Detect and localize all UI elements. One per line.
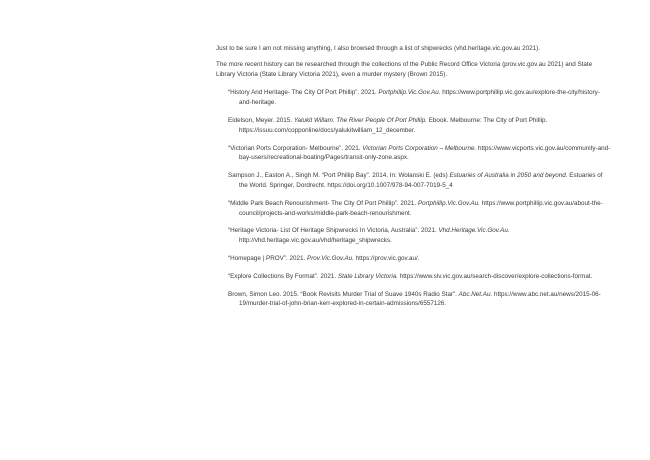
- reference-item: “Middle Park Beach Renourishment- The City Of Port Phillip”. 2021. Portphillip.Vic.Gov.Au. https://www.portphillip.vic.gov.au/about-the-council/projects-and-works/middle-park-beach-renourishment.: [228, 199, 603, 217]
- reference-list: [216, 88, 612, 309]
- body-paragraph-2: The more recent history can be researched through the collections of the Public Record Office Victoria (prov.vic.gov.au 2021) and State Library Victoria (State Library Victoria 2021), even a murder mystery (Brown 2015).: [216, 60, 593, 78]
- body-paragraph-1: Just to be sure I am not missing anything, I also browsed through a list of shipwrecks (vhd.heritage.vic.gov.au 2021).: [216, 45, 540, 52]
- reference-item: Brown, Simon Leo. 2015. “Book Revisits Murder Trial of Suave 1940s Radio Star”. Abc.Net.Au. https://www.abc.net.au/news/2015-06-19/murder-trial-of-john-brian-kerr-explored-in-certain-admissions/6557126.: [228, 290, 601, 308]
- reference-item: Sampson J., Easton A., Singh M. “Port Phillip Bay”. 2014. In: Wolanski E. (eds) Estuaries of Australia in 2050 and beyond. Estuaries of the World. Springer, Dordrecht. https://doi.org/10.1007/978-94-007-7019-5_4: [228, 172, 603, 189]
- reference-item: “Explore Collections By Format”. 2021. State Library Victoria. https://www.slv.vic.gov.au/search-discover/explore-collections-format.: [228, 272, 593, 280]
- reference-item: Eidelson, Meyer. 2015. Yalukit Willam. The River People Of Port Phillip. Ebook. Melbourne: The City of Port Phillip. https://issuu.com/copponline/docs/yalukitwilliam_12_december.: [228, 116, 548, 134]
- reference-item: “History And Heritage- The City Of Port Phillip”. 2021. Portphillip.Vic.Gov.Au. https://www.portphillip.vic.gov.au/explore-the-city/history-and-heritage.: [228, 89, 600, 107]
- document-body: [216, 44, 612, 317]
- reference-item: “Homepage | PROV”. 2021. Prov.Vic.Gov.Au. https://prov.vic.gov.au/.: [228, 254, 420, 262]
- reference-item: “Victorian Ports Corporation- Melbourne”. 2021. Victorian Ports Corporation – Melbourne. https://www.vicports.vic.gov.au/community-and-bay-users/recreational-boating/Pages/transit-only-zone.aspx.: [228, 144, 611, 162]
- reference-item: “Heritage Victoria- List Of Heritage Shipwrecks In Victoria, Australia”. 2021. Vhd.Heritage.Vic.Gov.Au. http://vhd.heritage.vic.gov.au/vhd/heritage_shipwrecks.: [228, 227, 510, 245]
